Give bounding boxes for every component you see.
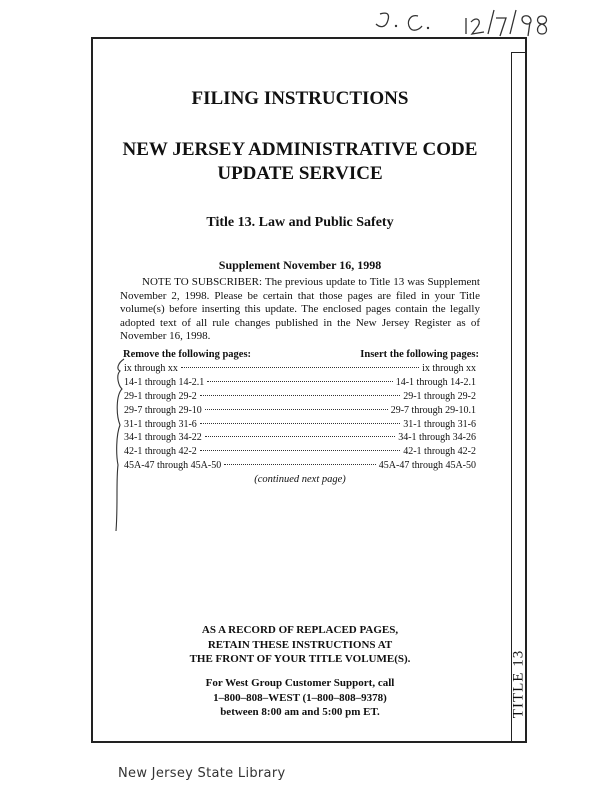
filing-instructions-heading: FILING INSTRUCTIONS xyxy=(191,88,409,109)
contact-line-2: 1–800–808–WEST (1–800–808–9378) xyxy=(213,691,387,704)
leader-dots xyxy=(205,436,395,437)
insert-cell: 29-7 through 29-10.1 xyxy=(390,404,476,416)
insert-cell: 29-1 through 29-2 xyxy=(403,390,476,402)
record-notice-line-1: AS A RECORD OF REPLACED PAGES, xyxy=(201,624,399,636)
code-title-line-2: UPDATE SERVICE xyxy=(217,163,383,184)
table-row xyxy=(124,419,476,433)
remove-cell: 42-1 through 42-2 xyxy=(124,446,197,458)
insert-cell: 31-1 through 31-6 xyxy=(403,418,476,430)
remove-cell: ix through xx xyxy=(124,363,178,374)
leader-dots xyxy=(200,423,400,424)
subscriber-note: NOTE TO SUBSCRIBER: The previous update to Title 13 was Supplement November 2, 1998. Please be certain that those pages are filed in your Title volume(s) before inserting this update. The enclosed pages contain the legally adopted text of all rule changes published in the New Jersey Register as of November 16, 1998. xyxy=(120,276,480,343)
remove-cell: 29-1 through 29-2 xyxy=(124,390,197,402)
leader-dots xyxy=(224,464,376,465)
title-subject: Title 13. Law and Public Safety xyxy=(206,215,394,230)
table-row xyxy=(124,405,476,419)
supplement-date: Supplement November 16, 1998 xyxy=(218,258,382,272)
table-row xyxy=(124,446,476,460)
insert-cell: 42-1 through 42-2 xyxy=(403,446,476,458)
leader-dots xyxy=(207,381,392,382)
table-row xyxy=(124,377,476,391)
remove-cell: 45A-47 through 45A-50 xyxy=(124,460,222,472)
table-row xyxy=(124,363,476,377)
customer-support-contact xyxy=(120,676,480,720)
leader-dots xyxy=(181,367,419,368)
handwritten-bracket-mark xyxy=(112,355,128,535)
insert-cell: 14-1 through 14-2.1 xyxy=(395,376,476,388)
table-row xyxy=(124,460,476,474)
contact-line-3: between 8:00 am and 5:00 pm ET. xyxy=(220,706,380,718)
record-notice-line-3: THE FRONT OF YOUR TITLE VOLUME(S). xyxy=(189,653,411,665)
insert-cell: 34-1 through 34-26 xyxy=(398,432,476,444)
record-notice-line-2: RETAIN THESE INSTRUCTIONS AT xyxy=(207,638,393,651)
remove-cell: 14-1 through 14-2.1 xyxy=(124,376,205,388)
insert-header: Insert the following pages: xyxy=(360,349,479,360)
code-title-line-1: NEW JERSEY ADMINISTRATIVE CODE xyxy=(122,139,478,160)
code-title xyxy=(120,138,480,186)
table-row xyxy=(124,432,476,446)
remove-cell: 31-1 through 31-6 xyxy=(124,418,197,430)
record-notice xyxy=(120,623,480,667)
table-row xyxy=(124,391,476,405)
leader-dots xyxy=(205,409,388,410)
remove-cell: 29-7 through 29-10 xyxy=(124,404,202,416)
remove-header: Remove the following pages: xyxy=(123,349,252,360)
title-tab xyxy=(511,52,527,743)
insert-cell: ix through xx xyxy=(422,363,476,374)
tab-label: TITLE 13 xyxy=(510,649,527,719)
page-table xyxy=(124,363,476,474)
leader-dots xyxy=(200,395,400,396)
handwritten-date-note xyxy=(372,4,572,40)
remove-cell: 34-1 through 34-22 xyxy=(124,432,202,444)
leader-dots xyxy=(200,450,400,451)
library-stamp: New Jersey State Library xyxy=(118,766,286,781)
insert-cell: 45A-47 through 45A-50 xyxy=(378,460,476,472)
continued-note: (continued next page) xyxy=(254,474,346,485)
contact-line-1: For West Group Customer Support, call xyxy=(205,677,395,689)
